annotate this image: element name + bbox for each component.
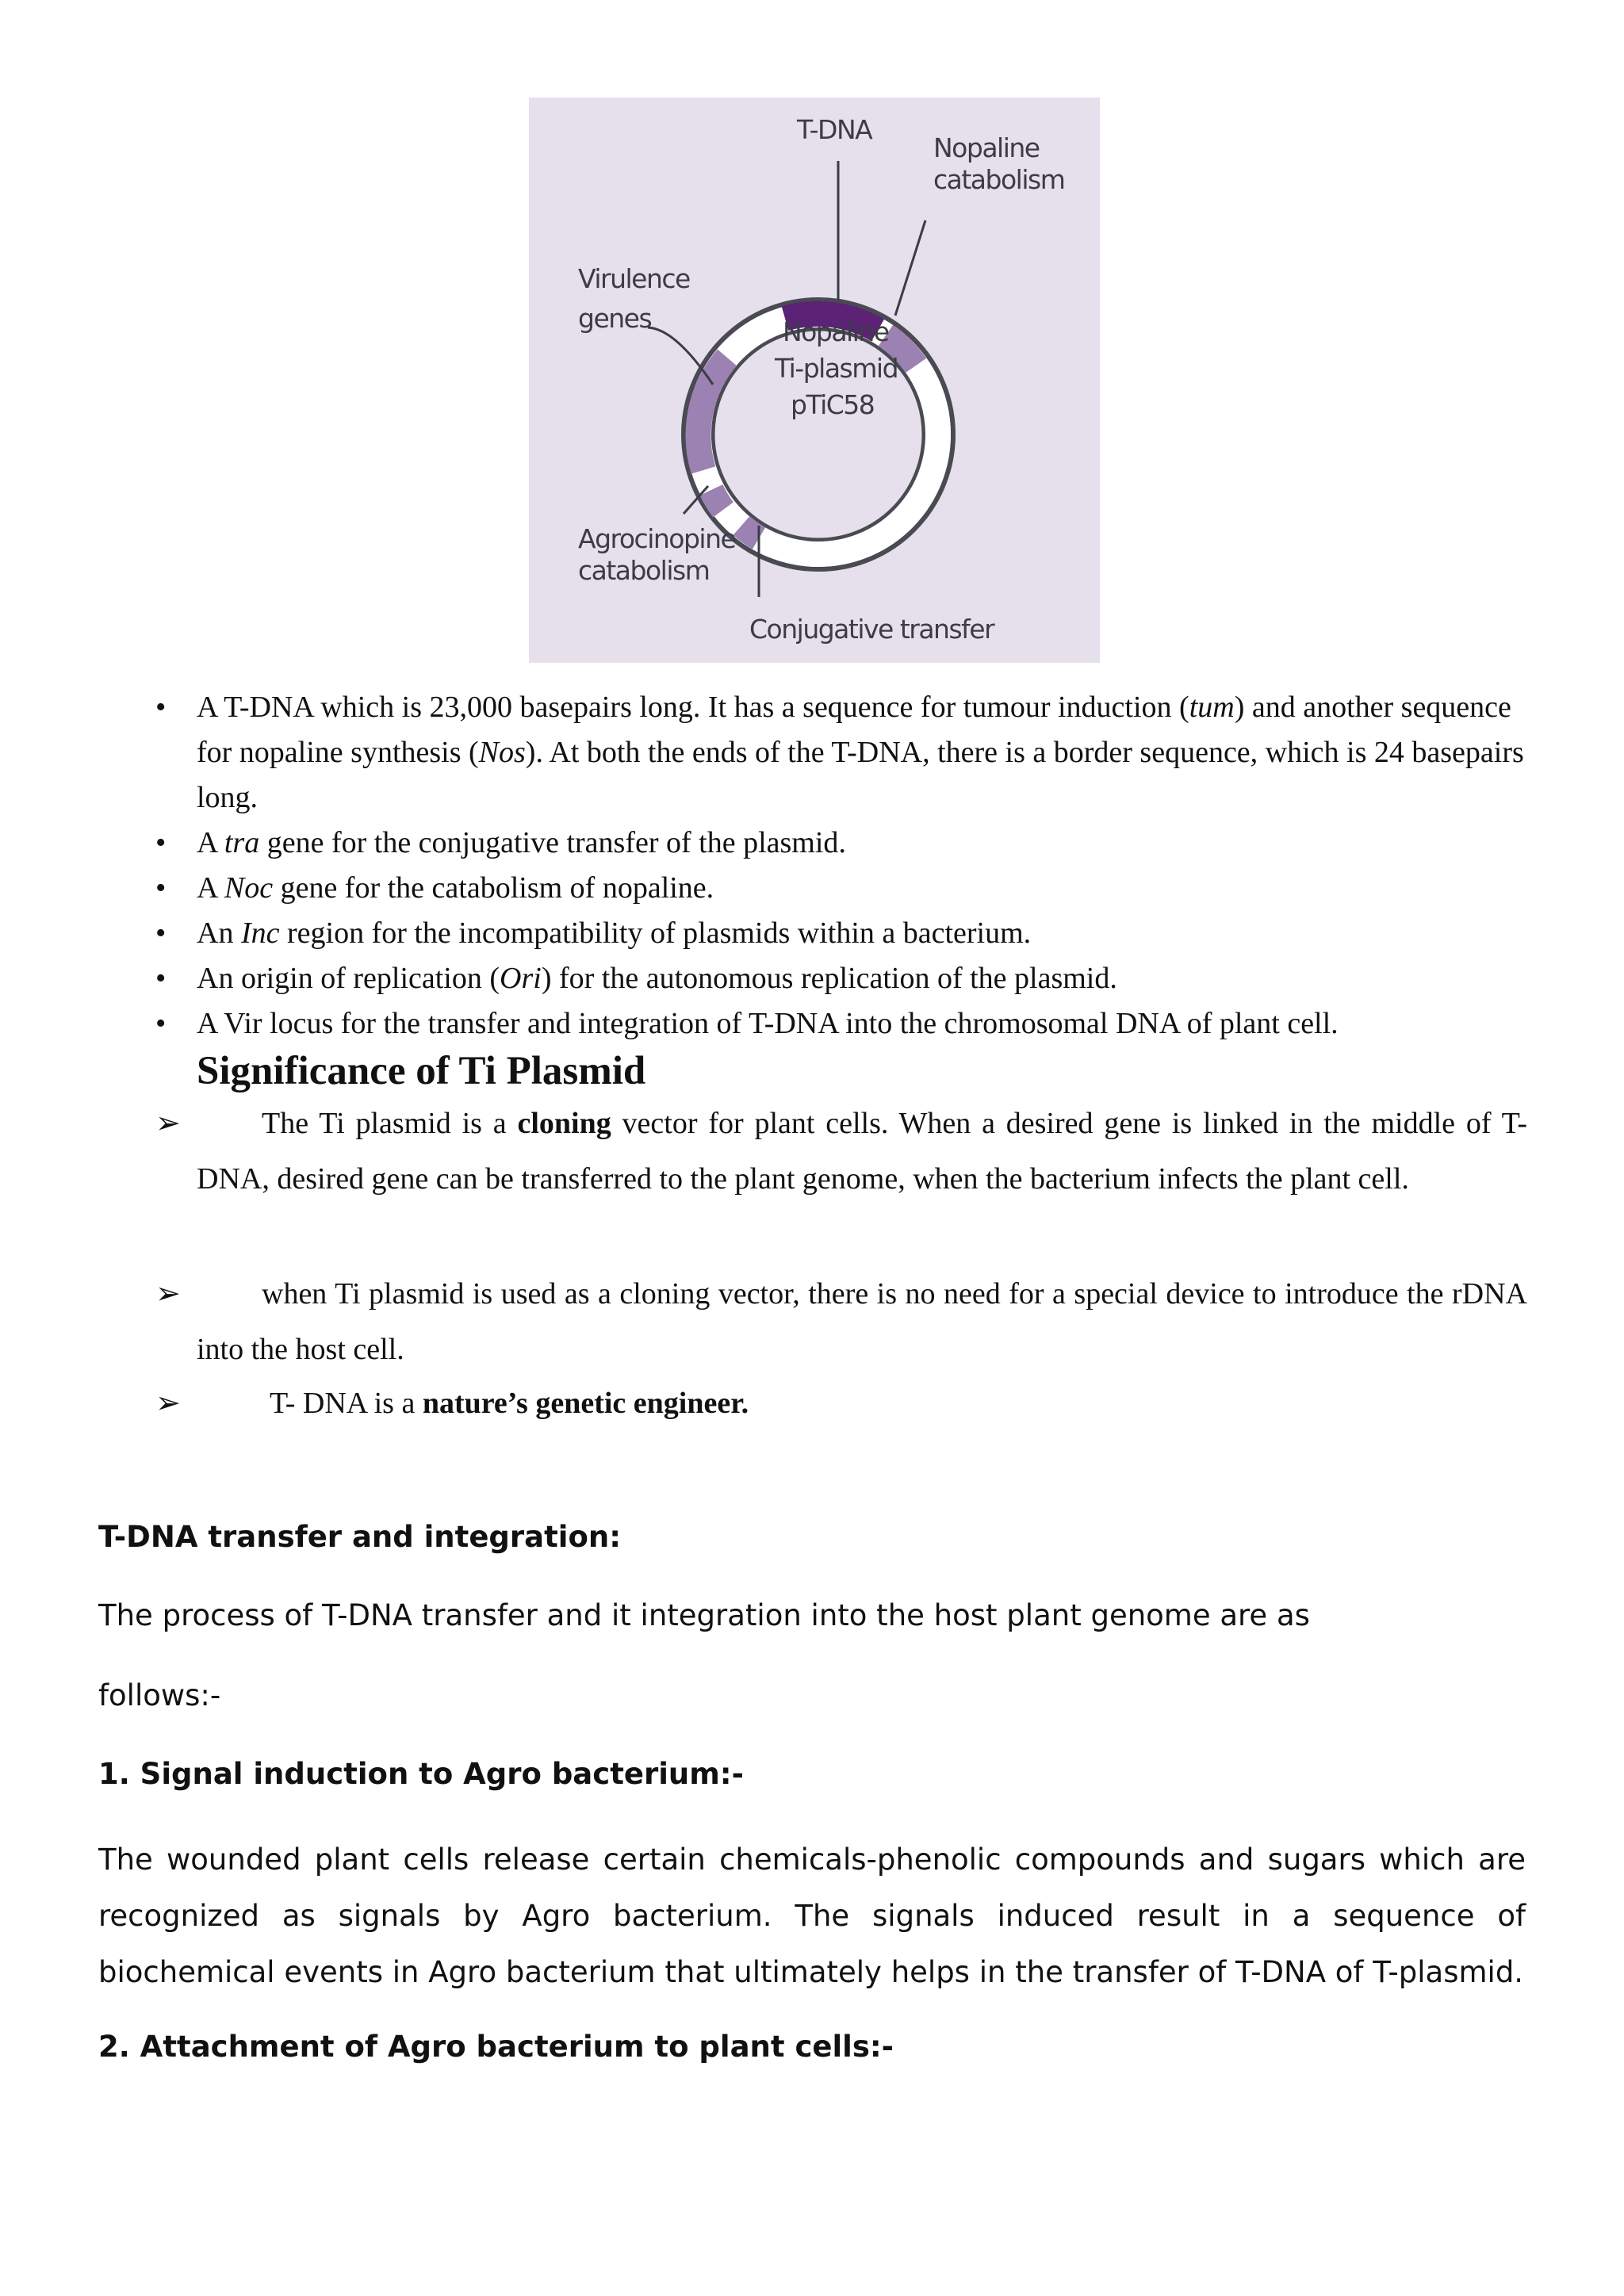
list-item: • A T-DNA which is 23,000 basepairs long. It has a sequence for tumour induction (tum) and another sequence for nopaline synthesis (Nos). At both the ends of the T-DNA, there is a border sequence, which is 24 basepairs long. <box>155 685 1535 821</box>
list-item: • A Noc gene for the catabolism of nopaline. <box>155 866 1535 911</box>
step1-paragraph: The wounded plant cells release certain chemicals-phenolic compounds and sugars which are recognized as signals by Agro bacterium. The signals induced result in a sequence of biochemical events in Agro bacterium that ultimately helps in the transfer of T-DNA of T-plasmid. <box>98 1843 1526 1989</box>
agrocinopine-segment-1 <box>711 490 723 510</box>
bullet-icon: • <box>155 871 167 905</box>
label-center-3: pTiC58 <box>791 389 875 420</box>
significance-item-cloning: ➢ The Ti plasmid is a cloning vector for plant cells. When a desired gene is linked in the middle of T-DNA, desired gene can be transferred to the plant genome, when the bacterium infects the plant cell. <box>155 1096 1527 1207</box>
step1-heading: 1. Signal induction to Agro bacterium:- <box>98 1757 744 1791</box>
label-t-dna: T-DNA <box>797 114 872 145</box>
list-item: • A tra gene for the conjugative transfer of the plasmid. <box>155 821 1535 866</box>
label-virulence-2: genes <box>578 303 652 334</box>
arrow-bullet-icon: ➢ <box>155 1277 181 1311</box>
arrow-bullet-icon: ➢ <box>155 1387 181 1420</box>
significance-item-no-device: ➢ when Ti plasmid is used as a cloning vector, there is no need for a special device to introduce the rDNA into the host cell. <box>155 1266 1527 1377</box>
nopaline-pointer <box>895 220 925 316</box>
plasmid-diagram <box>529 98 1100 663</box>
transfer-heading: T-DNA transfer and integration: <box>98 1520 622 1554</box>
label-agrocinopine-2: catabolism <box>578 555 710 586</box>
agrocinopine-segment-2 <box>741 526 759 538</box>
list-item: • A Vir locus for the transfer and integration of T-DNA into the chromosomal DNA of plant cell. <box>155 1001 1535 1047</box>
arrow-bullet-icon: ➢ <box>155 1107 181 1140</box>
bullet-icon: • <box>155 826 167 859</box>
label-center-2: Ti-plasmid <box>775 353 898 384</box>
significance-item-genetic-engineer: ➢ T- DNA is a nature’s genetic engineer. <box>155 1376 1527 1431</box>
label-nopaline-2: catabolism <box>933 164 1065 195</box>
ti-plasmid-features-list <box>155 685 1535 1047</box>
bullet-icon: • <box>155 691 167 724</box>
transfer-intro-line1: The process of T-DNA transfer and it integration into the host plant genome are as <box>98 1598 1310 1632</box>
significance-heading: Significance of Ti Plasmid <box>197 1049 646 1093</box>
ti-plasmid-figure <box>529 98 1100 663</box>
label-nopaline-1: Nopaline <box>933 132 1040 163</box>
bullet-icon: • <box>155 916 167 950</box>
bullet-icon: • <box>155 1007 167 1040</box>
list-item: • An Inc region for the incompatibility of plasmids within a bacterium. <box>155 911 1535 956</box>
label-conjugative: Conjugative transfer <box>749 614 994 645</box>
step2-heading: 2. Attachment of Agro bacterium to plant cells:- <box>98 2030 894 2064</box>
list-item: • An origin of replication (Ori) for the autonomous replication of the plasmid. <box>155 956 1535 1001</box>
label-center-1: Nopaline <box>783 316 889 347</box>
label-agrocinopine-1: Agrocinopine <box>578 523 736 554</box>
transfer-intro-line2: follows:- <box>98 1678 221 1712</box>
bullet-icon: • <box>155 962 167 995</box>
label-virulence-1: Virulence <box>578 263 690 294</box>
